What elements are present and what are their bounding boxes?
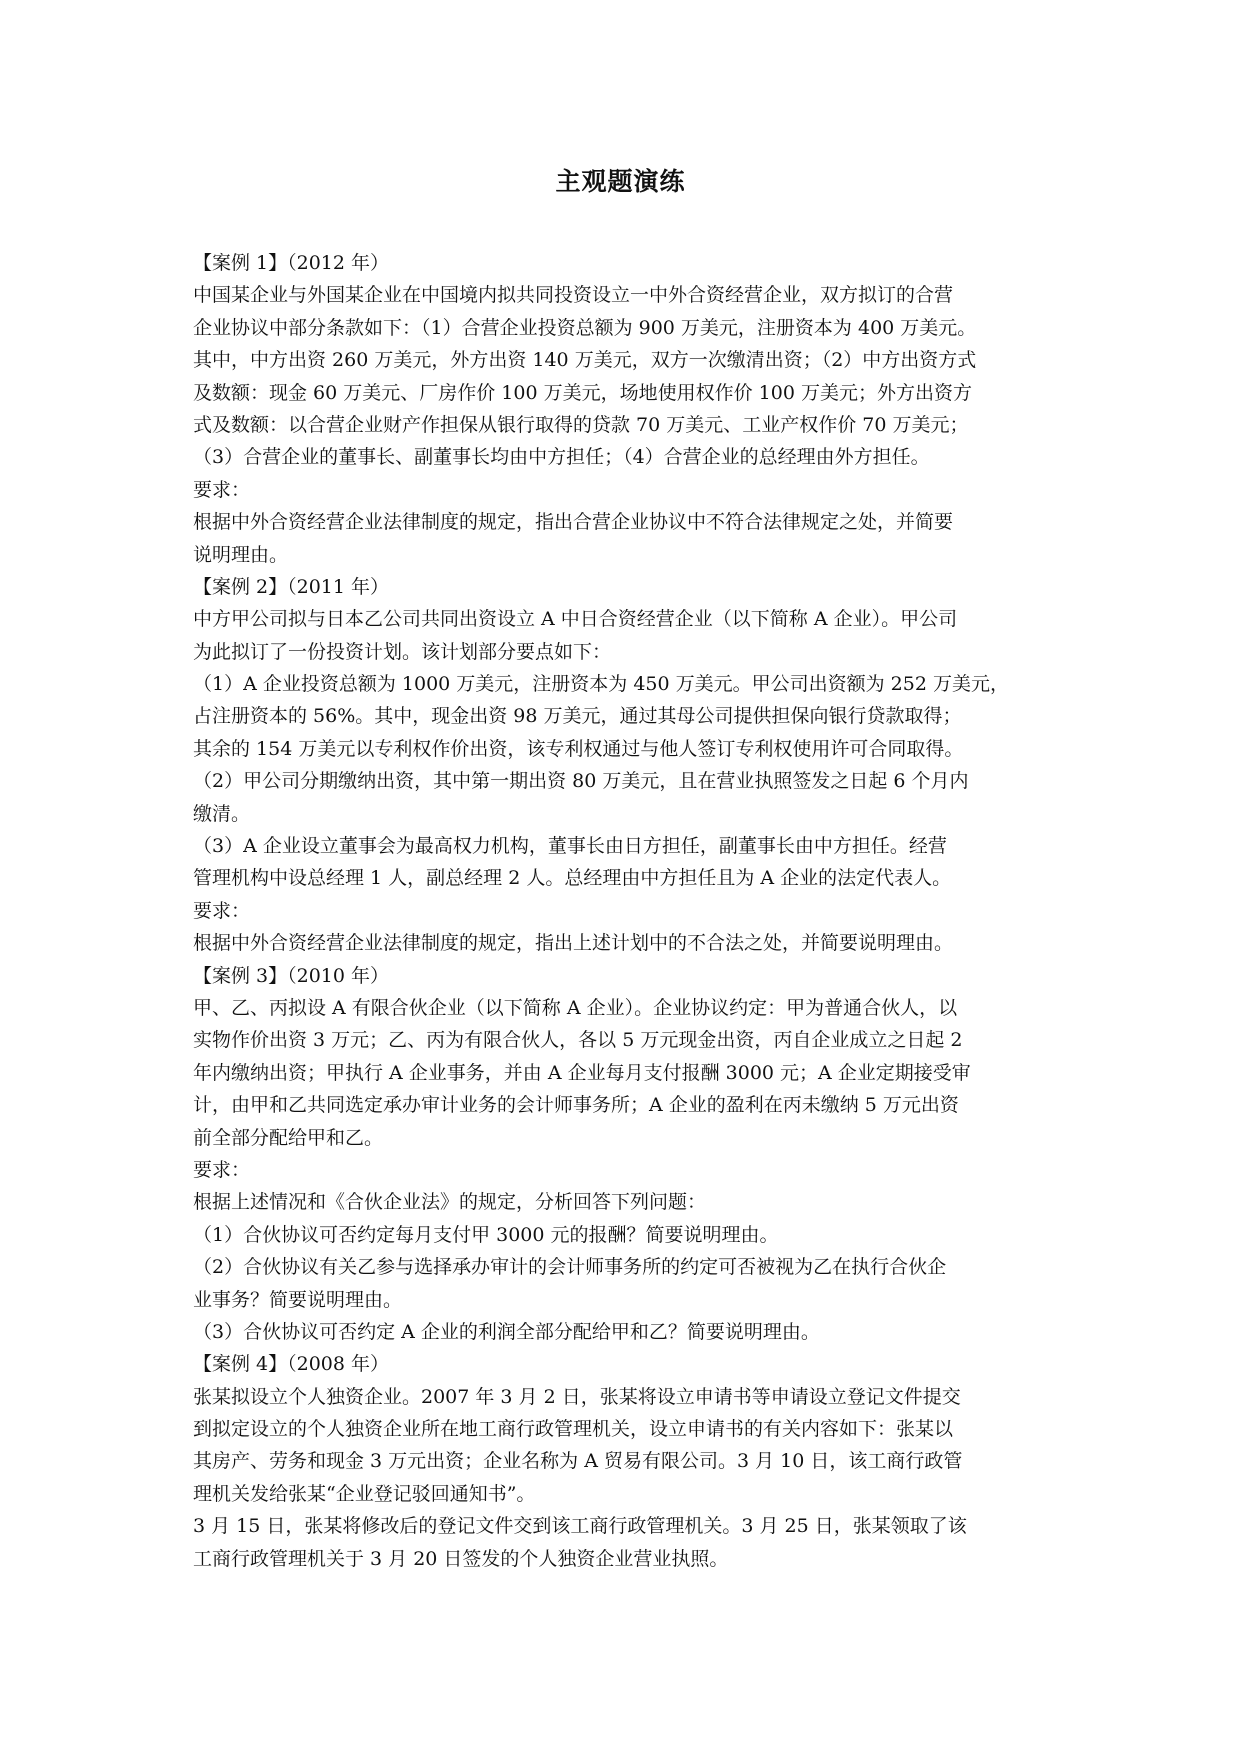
text-line: 要求： [193, 1158, 251, 1181]
text-line: 企业协议中部分条款如下：（1）合营企业投资总额为 900 万美元，注册资本为 400 万美元。 [193, 316, 977, 339]
text-line: 要求： [193, 899, 251, 922]
text-line: 中国某企业与外国某企业在中国境内拟共同投资设立一中外合资经营企业，双方拟订的合营 [193, 284, 954, 307]
text-line: 【案例 4】（2008 年） [193, 1353, 390, 1376]
text-line: 【案例 3】（2010 年） [193, 964, 390, 987]
text-line: 占注册资本的 56%。其中，现金出资 98 万美元，通过其母公司提供担保向银行贷款取得； [193, 705, 962, 728]
text-line: 其中，中方出资 260 万美元，外方出资 140 万美元，双方一次缴清出资；（2）中方出资方式 [193, 349, 977, 372]
text-line: 式及数额：以合营企业财产作担保从银行取得的贷款 70 万美元、工业产权作价 70 万美元； [193, 413, 969, 436]
text-line: 业事务？简要说明理由。 [193, 1288, 403, 1311]
document-title: 主观题演练 [555, 167, 686, 196]
text-line: 前全部分配给甲和乙。 [193, 1126, 384, 1149]
document-body [193, 247, 1063, 1575]
text-line: （3）合伙协议可否约定 A 企业的利润全部分配给甲和乙？简要说明理由。 [193, 1320, 820, 1343]
text-line: 管理机构中设总经理 1 人，副总经理 2 人。总经理由中方担任且为 A 企业的法定代表人。 [193, 867, 952, 890]
text-line: 根据上述情况和《合伙企业法》的规定，分析回答下列问题： [193, 1191, 707, 1214]
text-line: 根据中外合资经营企业法律制度的规定，指出上述计划中的不合法之处，并简要说明理由。 [193, 932, 954, 955]
text-line: 中方甲公司拟与日本乙公司共同出资设立 A 中日合资经营企业（以下简称 A 企业）。甲公司 [193, 608, 958, 631]
text-line: 工商行政管理机关于 3 月 20 日签发的个人独资企业营业执照。 [193, 1547, 729, 1570]
text-line: 理机关发给张某“企业登记驳回通知书”。 [193, 1482, 536, 1505]
text-line: 缴清。 [193, 802, 251, 825]
text-line: 要求： [193, 478, 251, 501]
text-line: 甲、乙、丙拟设 A 有限合伙企业（以下简称 A 企业）。企业协议约定：甲为普通合伙人，以 [193, 996, 958, 1019]
text-line: 说明理由。 [193, 543, 289, 566]
text-line: 根据中外合资经营企业法律制度的规定，指出合营企业协议中不符合法律规定之处，并简要 [193, 511, 954, 534]
text-line: （3）A 企业设立董事会为最高权力机构，董事长由日方担任，副董事长由中方担任。经营 [193, 835, 947, 858]
text-line: 年内缴纳出资；甲执行 A 企业事务，并由 A 企业每月支付报酬 3000 元；A 企业定期接受审 [193, 1061, 971, 1084]
text-line: 实物作价出资 3 万元；乙、丙为有限合伙人，各以 5 万元现金出资，丙自企业成立之日起 2 [193, 1029, 963, 1052]
text-line: 其房产、劳务和现金 3 万元出资；企业名称为 A 贸易有限公司。3 月 10 日，该工商行政管 [193, 1450, 963, 1473]
text-line: 张某拟设立个人独资企业。2007 年 3 月 2 日，张某将设立申请书等申请设立登记文件提交 [193, 1385, 961, 1408]
text-line: （2）甲公司分期缴纳出资，其中第一期出资 80 万美元，且在营业执照签发之日起 6 个月内 [193, 770, 969, 793]
text-line: （2）合伙协议有关乙参与选择承办审计的会计师事务所的约定可否被视为乙在执行合伙企 [193, 1256, 947, 1279]
text-line: （3）合营企业的董事长、副董事长均由中方担任；（4）合营企业的总经理由外方担任。 [193, 446, 930, 469]
text-line: （1）合伙协议可否约定每月支付甲 3000 元的报酬？简要说明理由。 [193, 1223, 779, 1246]
text-line: 3 月 15 日，张某将修改后的登记文件交到该工商行政管理机关。3 月 25 日，张某领取了该 [193, 1515, 967, 1538]
text-line: 其余的 154 万美元以专利权作价出资，该专利权通过与他人签订专利权使用许可合同取得。 [193, 737, 964, 760]
text-line: （1）A 企业投资总额为 1000 万美元，注册资本为 450 万美元。甲公司出资额为 252 万美元， [193, 673, 1009, 696]
text-line: 及数额：现金 60 万美元、厂房作价 100 万美元，场地使用权作价 100 万美元；外方出资方 [193, 381, 972, 404]
text-line: 计，由甲和乙共同选定承办审计业务的会计师事务所；A 企业的盈利在丙未缴纳 5 万元出资 [193, 1094, 959, 1117]
text-line: 【案例 1】（2012 年） [193, 252, 390, 274]
text-line: 到拟定设立的个人独资企业所在地工商行政管理机关，设立申请书的有关内容如下：张某以 [193, 1418, 954, 1441]
text-line: 为此拟订了一份投资计划。该计划部分要点如下： [193, 640, 612, 663]
text-line: 【案例 2】（2011 年） [193, 575, 390, 598]
